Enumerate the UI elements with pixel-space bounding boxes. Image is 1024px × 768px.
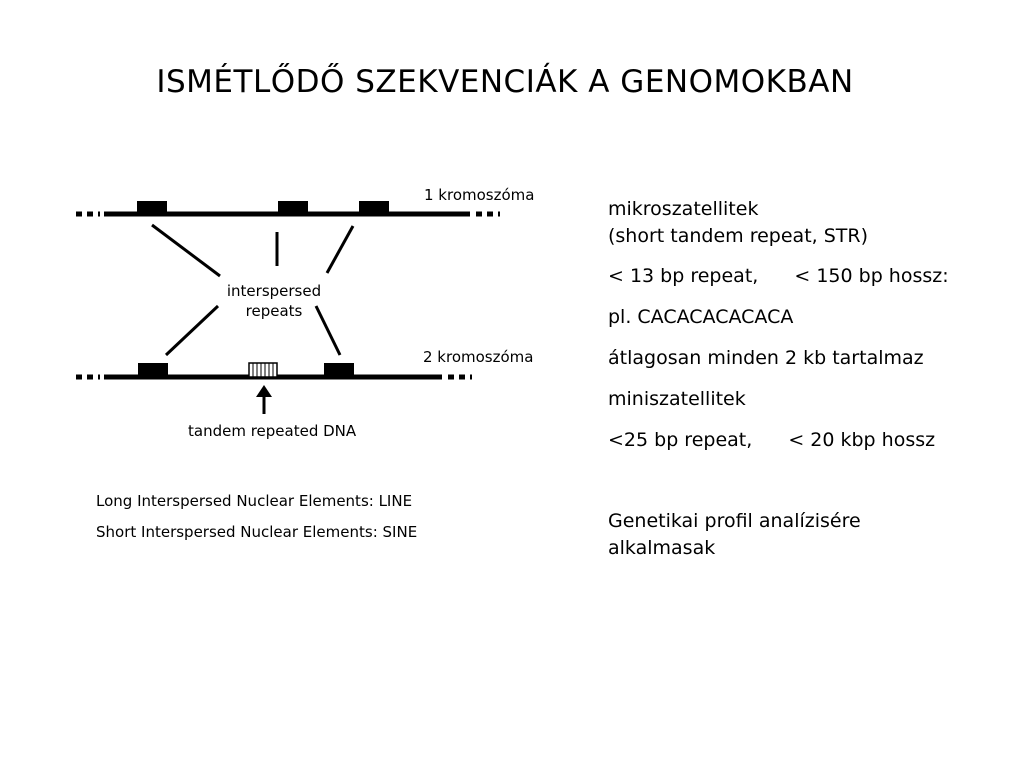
less-than-symbol: < (608, 429, 624, 451)
less-than-symbol: < (608, 265, 624, 287)
microsatellite-subtitle: (short tandem repeat, STR) (608, 225, 868, 247)
microsatellite-frequency: átlagosan minden 2 kb tartalmaz (608, 347, 924, 369)
sine-definition: Short Interspersed Nuclear Elements: SINE (96, 523, 418, 541)
less-than-symbol: < (788, 429, 805, 451)
interspersed-repeats-label (214, 281, 334, 321)
microsatellite-size-line (608, 263, 949, 290)
repeat-block (359, 201, 389, 215)
line-definition: Long Interspersed Nuclear Elements: LINE (96, 492, 413, 510)
chromosome-2-label: 2 kromoszóma (423, 348, 534, 366)
repeat-block (138, 363, 168, 377)
minisatellite-title: miniszatellitek (608, 388, 746, 410)
application-line2: alkalmasak (608, 537, 716, 559)
chromosome-2 (76, 363, 472, 377)
repeat-block (324, 363, 354, 377)
interspersed-label-line1: interspersed (226, 282, 322, 300)
connector-line (327, 226, 353, 273)
application-line1: Genetikai profil analízisére (608, 510, 861, 532)
page-title: ISMÉTLŐDŐ SZEKVENCIÁK A GENOMOKBAN (156, 64, 854, 100)
minisatellite-size-line (608, 427, 935, 454)
repeat-block (278, 201, 308, 215)
tandem-repeat-block (249, 363, 277, 377)
tandem-arrow (256, 385, 272, 414)
minisatellite-repeat: 25 bp repeat, (623, 429, 753, 451)
connector-line (166, 306, 218, 355)
tandem-repeated-label: tandem repeated DNA (188, 422, 357, 440)
microsatellite-length: 150 bp hossz: (816, 265, 949, 287)
microsatellite-heading (608, 196, 868, 250)
minisatellite-length: 20 kbp hossz (810, 429, 936, 451)
microsatellite-example: pl. CACACACACACA (608, 306, 794, 328)
repeat-block (137, 201, 167, 215)
microsatellite-title: mikroszatellitek (608, 198, 759, 220)
chromosome-1-label: 1 kromoszóma (424, 186, 535, 204)
application-text (608, 508, 861, 562)
microsatellite-repeat: 13 bp repeat, (629, 265, 759, 287)
connector-line (152, 225, 220, 276)
less-than-symbol: < (794, 265, 811, 287)
interspersed-label-line2: repeats (245, 302, 303, 320)
